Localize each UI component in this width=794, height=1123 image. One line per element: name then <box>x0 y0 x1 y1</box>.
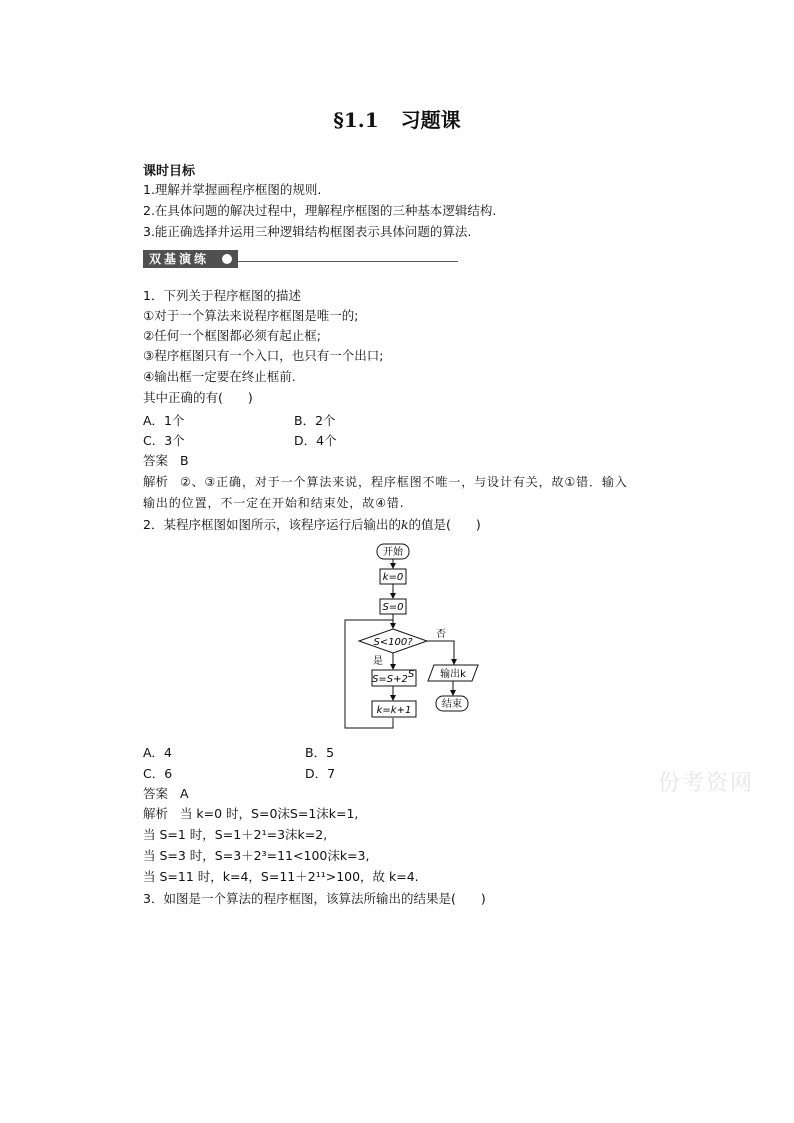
q1-stem: 1．下列关于程序框图的描述 <box>143 288 301 303</box>
flow-init-k-label: k=0 <box>382 572 404 583</box>
banner-rule <box>238 261 458 262</box>
explanation-text: ②、③正确，对于一个算法来说，程序框图不唯一，与设计有关，故①错．输入 <box>179 475 628 489</box>
answer-label: 答案 <box>143 453 169 468</box>
q1-option-c: C．3个 <box>143 433 185 448</box>
q2-explanation <box>143 805 358 823</box>
q2-option-c: C．6 <box>143 766 173 781</box>
flow-update-s-label: S=S+2 <box>372 674 408 685</box>
q1-statement: ④输出框一定要在终止框前. <box>143 369 296 384</box>
answer-label: 答案 <box>143 786 169 801</box>
q1-option-b: B．2个 <box>294 413 336 428</box>
q1-explanation <box>143 473 628 491</box>
section-name: 习题课 <box>400 108 461 132</box>
q3-stem: 3．如图是一个算法的程序框图，该算法所输出的结果是( ) <box>143 891 486 906</box>
explanation-step: 当 S=1 时，S=1＋2¹=3沫k=2, <box>143 827 328 842</box>
q1-answer <box>143 452 189 470</box>
q2-stem <box>143 516 481 534</box>
q1-statement: ③程序框图只有一个入口，也只有一个出口; <box>143 348 384 363</box>
explanation-label: 解析 <box>143 474 169 489</box>
flow-condition-label: S<100? <box>373 637 413 648</box>
q1-explanation-cont: 输出的位置，不一定在开始和结束处，故④错. <box>143 496 405 510</box>
section-number: §1.1 <box>333 108 379 132</box>
answer-value: A <box>179 786 189 801</box>
q1-option-d: D．4个 <box>294 433 337 448</box>
flowchart <box>330 540 490 740</box>
q1-statement: ②任何一个框图都必须有起止框; <box>143 328 321 343</box>
explanation-step: 当 S=3 时，S=3＋2³=11<100沫k=3, <box>143 848 370 863</box>
flow-update-s-exponent: S <box>408 669 415 680</box>
page-title <box>0 104 794 133</box>
flow-end-label: 结束 <box>442 699 462 710</box>
flow-update-k-label: k=k+1 <box>376 705 412 716</box>
flow-output-label: 输出k <box>440 669 466 680</box>
q2-option-d: D．7 <box>305 766 336 781</box>
flow-no-label: 否 <box>436 629 446 640</box>
flow-yes-label: 是 <box>373 656 383 667</box>
watermark: 份考资网 <box>658 771 755 796</box>
q2-option-b: B．5 <box>305 745 335 760</box>
explanation-step: 当 k=0 时，S=0沫S=1沫k=1, <box>179 806 359 821</box>
q1-statement: ①对于一个算法来说程序框图是唯一的; <box>143 308 359 323</box>
q2-stem-text-end: 的值是( ) <box>408 517 481 532</box>
section-banner: 双基演练 <box>143 250 238 268</box>
q2-stem-text: 2．某程序框图如图所示，该程序运行后输出的 <box>143 517 401 532</box>
q2-option-a: A．4 <box>143 745 173 760</box>
objective-item: 2.在具体问题的解决过程中，理解程序框图的三种基本逻辑结构. <box>143 203 497 218</box>
q2-stem-variable: k <box>400 517 409 532</box>
objectives-heading: 课时目标 <box>143 164 196 179</box>
q1-question: 其中正确的有( ) <box>143 390 253 405</box>
flow-init-s-label: S=0 <box>382 602 404 613</box>
explanation-step: 当 S=11 时，k=4，S=11＋2¹¹>100，故 k=4. <box>143 869 419 884</box>
banner-dot <box>222 254 232 264</box>
q1-option-a: A．1个 <box>143 413 185 428</box>
explanation-label: 解析 <box>143 806 169 821</box>
q2-answer <box>143 785 189 803</box>
objective-item: 3.能正确选择并运用三种逻辑结构框图表示具体问题的算法. <box>143 224 472 239</box>
objective-item: 1.理解并掌握画程序框图的规则. <box>143 182 322 197</box>
flow-start-label: 开始 <box>383 547 403 558</box>
answer-value: B <box>179 453 189 468</box>
